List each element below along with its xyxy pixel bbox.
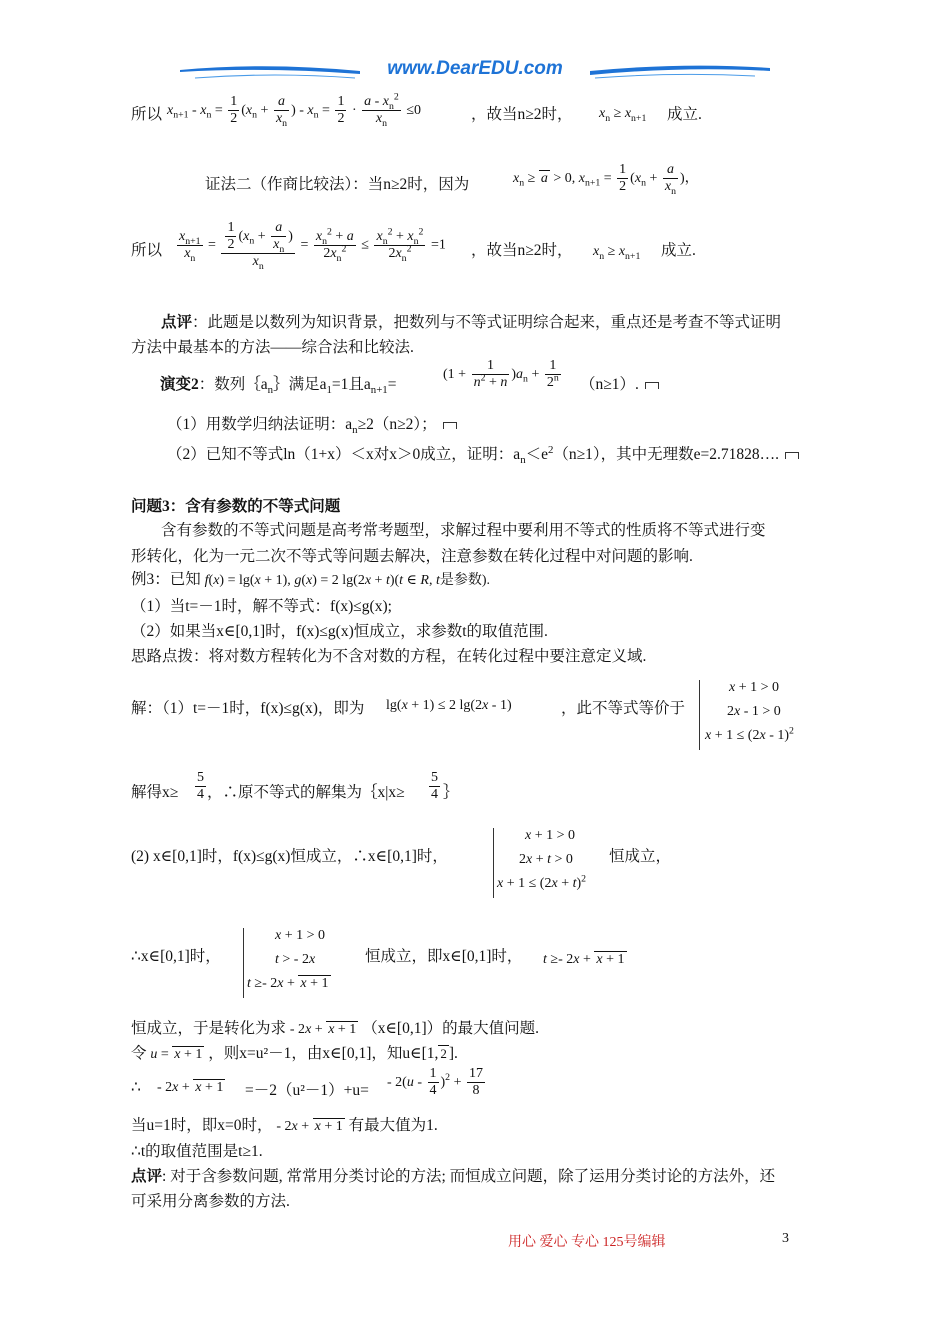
site-name[interactable]: www.DearEDU.com [387,58,563,79]
return-mark-icon [645,382,659,389]
system-brace [243,928,244,998]
comment-1: 点评：此题是以数列为知识背景，把数列与不等式证明综合起来，重点还是考查不等式证明 方法中最基本的方法——综合法和比较法. [131,314,782,356]
formula-sol1: lg(x + 1) ≤ 2 lg(2x - 1) [386,698,512,713]
formula-1b: $x_n \ge x_{n+1}$ [599,106,647,124]
example-3: 例3：已知 f(x) = lg(x + 1), g(x) = 2 lg(2x + t)(t ∈ R, t是参数). [131,571,491,588]
formula-ex3: f(x) = lg(x + 1), g(x) = 2 lg(2x + t)(t ∈ R, t是参数). [204,573,491,588]
return-mark-icon [443,422,457,429]
range-line: ∴t的取值范围是t≥1. [131,1143,263,1160]
system-brace [699,680,700,750]
return-mark-icon [785,452,799,459]
when-line: 当u=1时，即x=0时， - 2x + x + 1 有最大值为1. [131,1117,438,1134]
formula-2: $x_n \ge a > 0$, $x_{n+1}$ = $\frac{1}{2}$ ($x_n$ + $\frac{a}{x_n}$ )， [513,162,699,197]
q3-paragraph: 含有参数的不等式问题是高考常考题型，求解过程中要利用不等式的性质将不等式进行变 形转化，化为一元二次不等式等问题去解决，注意参数在转化过程中对问题的影响. [131,522,766,565]
footer-slogan: 用心 爱心 专心 125号编辑 [508,1235,666,1250]
part-2: （2）已知不等式ln（1+x）＜x对x＞0成立，证明：$a_n<e^2(n\ge 1)$，其中无理数e=2.71828…. [167,442,799,464]
convert-line: 恒成立，于是转化为求 - 2x + x + 1 （x∈[0,1]）的最大值问题. [131,1020,539,1037]
formula-therefore: t ≥- 2x + x + 1 [543,952,625,967]
formula-3b: $x_n \ge x_{n+1}$ [593,244,641,262]
system-brace [493,828,494,898]
comment-2: 点评: 对于含参数问题, 常常用分类讨论的方法; 而恒成立问题，除了运用分类讨论的方法外，还 可采用分离参数的方法. [131,1168,776,1210]
therefore-line: ∴x∈[0,1]时， x + 1 > 0 t > - 2x t ≥- 2x + x + 1 恒成立，即x∈[0,1]时， t ≥- 2x + x + 1 [131,928,831,1002]
solution-1: 解：（1）t=－1时，f(x)≤g(x)，即为 lg(x + 1) ≤ 2 lg(2x - 1) ，此不等式等价于 x + 1 > 0 2x - 1 > 0 x + 1 ≤ (2x - 1)$^2$ [131,680,831,760]
q3-title: 问题3：含有参数的不等式问题 [131,498,341,515]
page-number: 3 [782,1231,789,1246]
let-line: 令 u = x + 1 ，则x=u²－1，由x∈[0,1]，知u∈[1, 2 ]. [131,1045,458,1062]
part2-solution: (2) x∈[0,1]时，f(x)≤g(x)恒成立，∴x∈[0,1]时， x + 1 > 0 2x + t > 0 $x + 1 \le (2x + t)^2$ 恒成立， [131,828,831,902]
example-3-part1: （1）当t=－1时，解不等式：f(x)≤g(x); [131,598,392,615]
header-logo [175,58,775,84]
hint: 思路点拨：将对数方程转化为不含对数的方程，在转化过程中要注意定义域. [131,648,647,665]
part-1: （1）用数学归纳法证明：$a_n\ge 2(n\ge 2)$； [167,412,457,434]
formula-3: $\frac{x_{n+1}}{x_n}$ = $\frac{1}{2}$ ($x_n$ + $\frac{a}{x_n}$ ) $x_n$ = $\frac{x_n^2 + a}{2x_n^2}$ ≤ $\frac{x_n^2 + x_n^2}{2x_n^2}$ =1 [179,220,446,272]
example-3-part2: （2）如果当x∈[0,1]时，f(x)≤g(x)恒成立，求参数t的取值范围. [131,623,548,640]
formula-variant: (1 + $\frac{1}{n^2 + n}$ )$a_n$ + $\frac{1}{2^n}$ [443,358,559,391]
formula-1: $x_{n+1} - x_n$ = $\frac{1}{2}$ ($x_n$ + $\frac{a}{x_n}$ ) - $x_n$ = $\frac{1}{2}$ · $\frac{a - x_n^2}{x_n}$ ≤0 [167,91,421,129]
